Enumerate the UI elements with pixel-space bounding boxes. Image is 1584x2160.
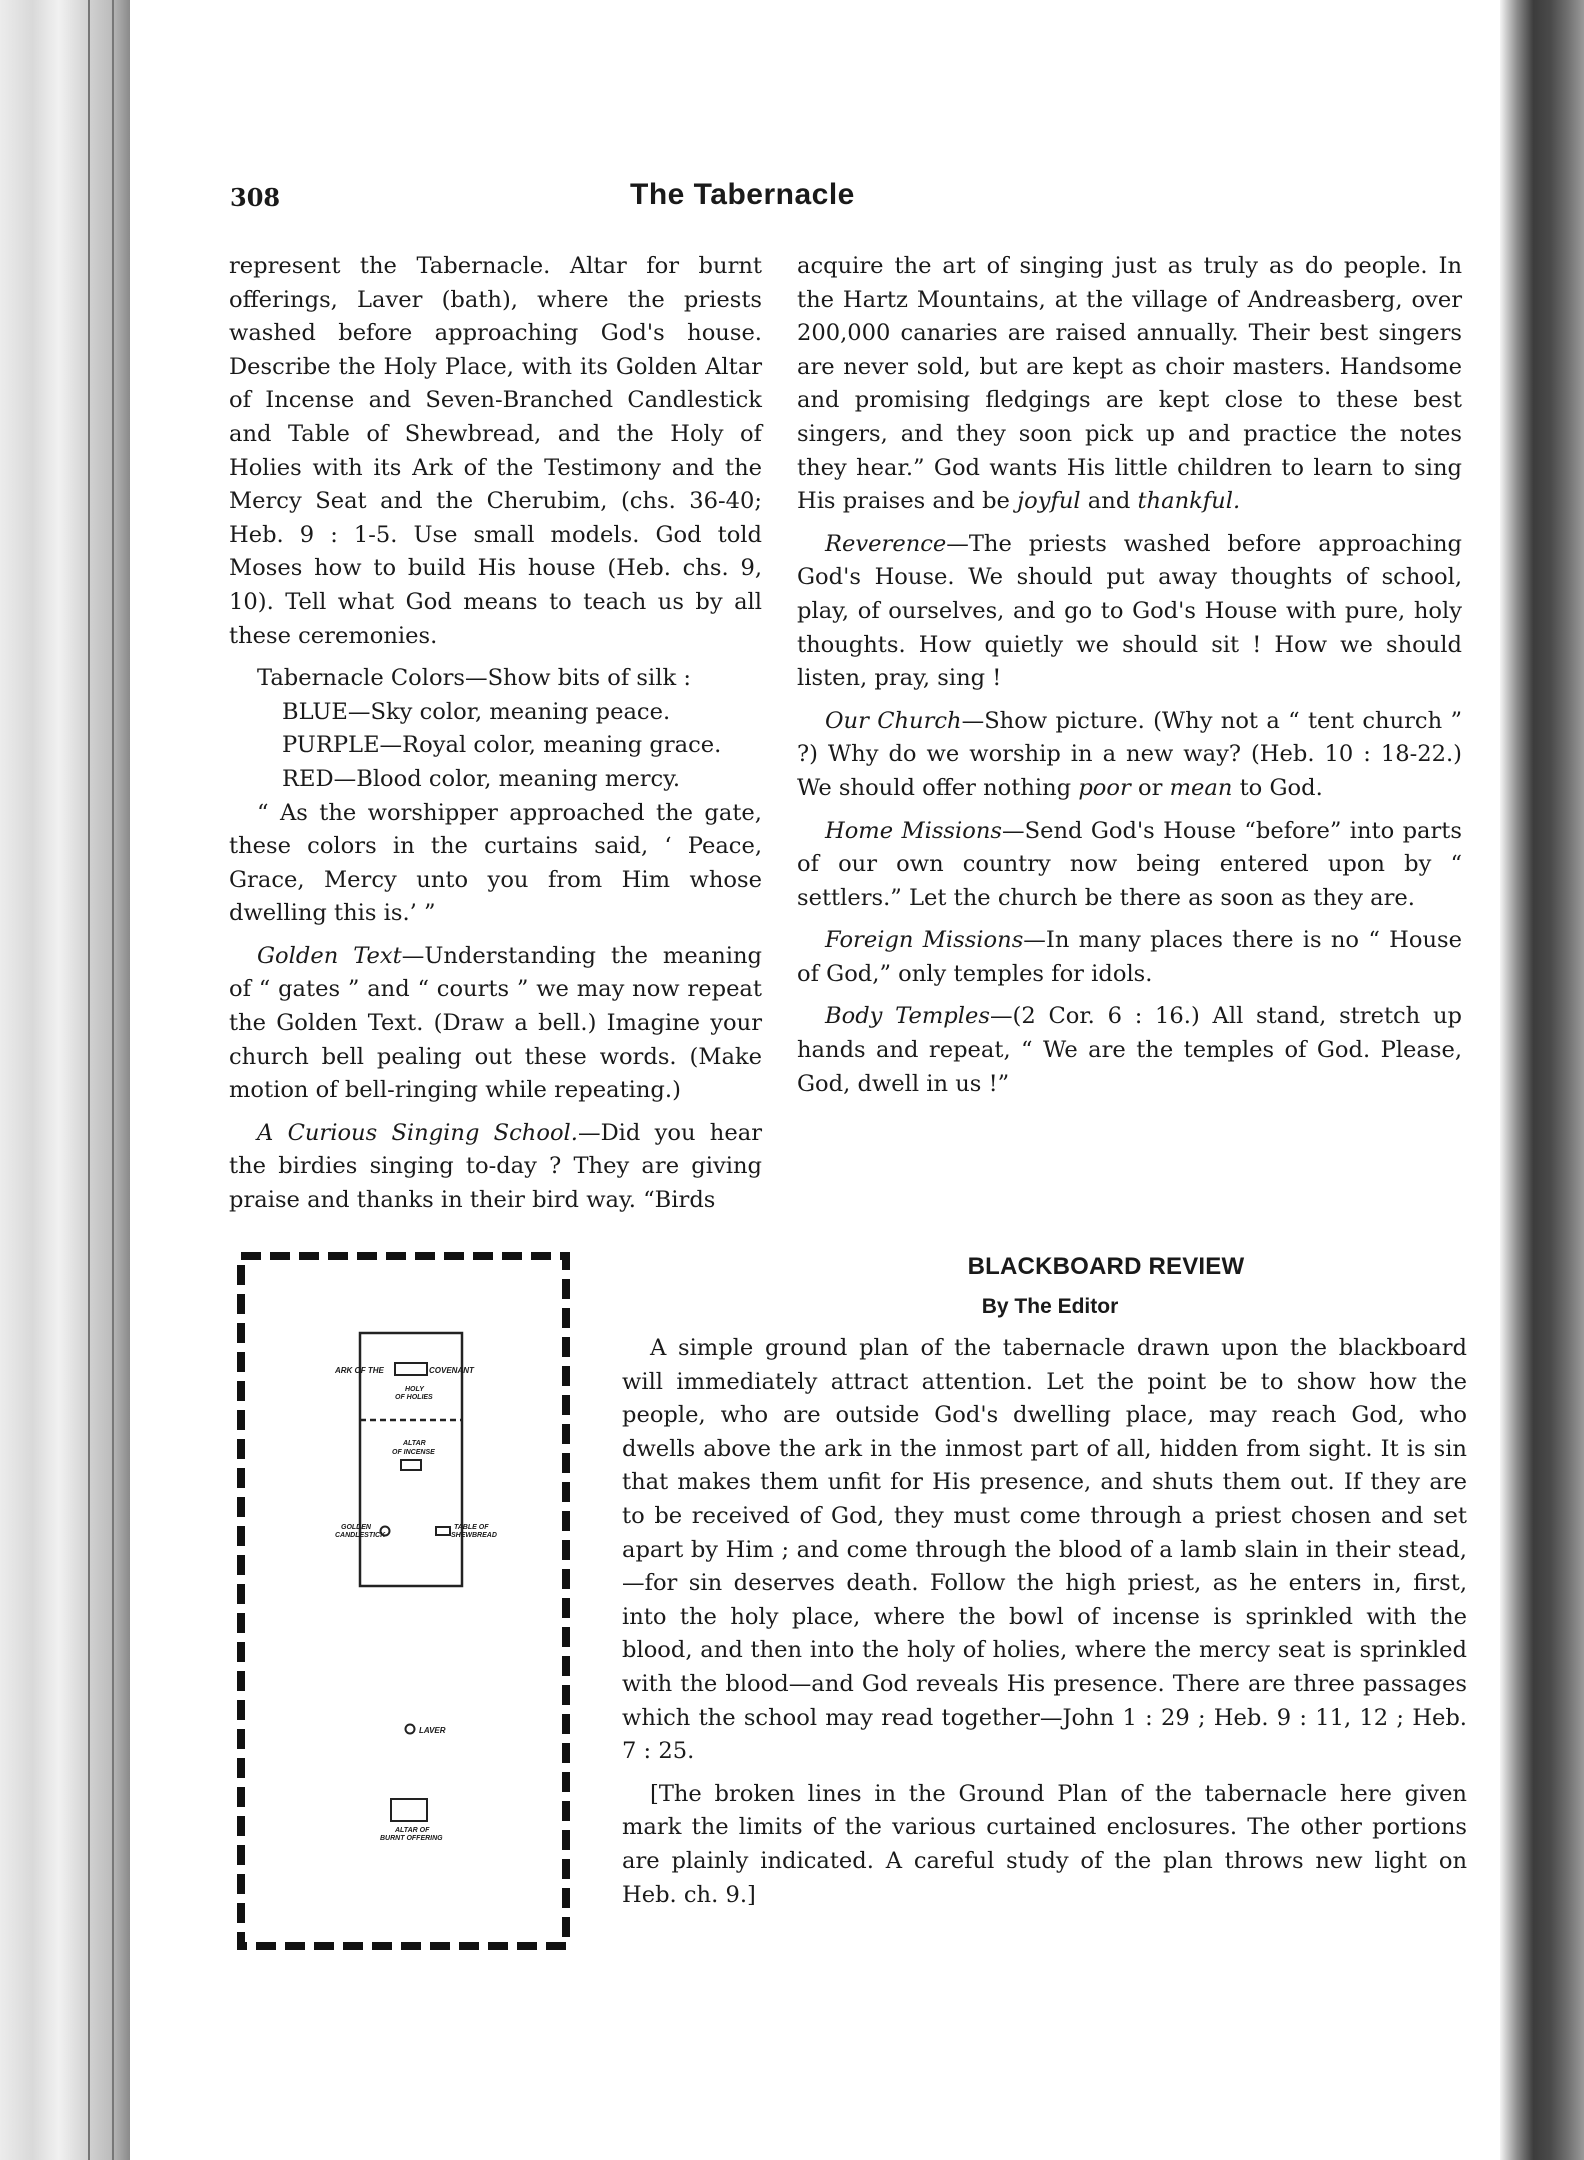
book-page [130, 0, 1500, 2160]
color-blue: BLUE—Sky color, meaning peace. [282, 698, 671, 725]
altar-incense-label-a: ALTAR [403, 1440, 426, 1447]
color-red: RED—Blood color, meaning mercy. [282, 765, 681, 792]
paragraph-worshipper: “ As the worshipper approached the gate, these colors in the curtains said, ‘ Peace, Grace, Mercy unto you from Him whose dwelling this is.’ ” [229, 799, 762, 927]
body-temples-body: —(2 Cor. 6 : 16.) All stand, stretch up hands and repeat, “ We are the temples of God. Please, God, dwell in us !” [797, 1003, 1462, 1097]
reverence-label: Reverence [825, 530, 947, 557]
our-church-end: to God. [1232, 774, 1323, 801]
golden-text-label: Golden Text [257, 942, 402, 969]
gutter-line [88, 0, 90, 2160]
laver-label: LAVER [419, 1726, 446, 1735]
holy-of-holies-label-a: HOLY [405, 1386, 424, 1393]
left-column [229, 250, 762, 1218]
page-number: 308 [230, 183, 281, 212]
paragraph-our-church [797, 705, 1462, 806]
laver-icon [406, 1725, 415, 1734]
ark-label-a: ARK OF THE [335, 1366, 384, 1375]
color-purple: PURPLE—Royal color, meaning grace. [282, 732, 722, 759]
paragraph-body-temples [797, 1000, 1462, 1101]
section-title: BLACKBOARD REVIEW [967, 1253, 1245, 1280]
right-column [797, 250, 1462, 1101]
birds-text: acquire the art of singing just as truly as do people. In the Hartz Mountains, at the village of Andreasberg, over 200,000 canaries are raised annually. Their best singers are never sold, but are kept as choir masters. Handsome and promising fledgings are kept close to these best singers, and they soon pick up and practice the notes they hear.” God wants His little children to learn to sing His praises and be [797, 253, 1462, 515]
court-boundary [241, 1256, 566, 1946]
altar-of-incense-icon [401, 1460, 421, 1470]
page-edge [1500, 0, 1584, 2160]
review-note: [The broken lines in the Ground Plan of the tabernacle here given mark the limits of the various curtained enclosures. The other portions are plainly indicated. A careful study of the plan throws new light on Heb. ch. 9.] [622, 1780, 1467, 1908]
joyful-word: joyful [1017, 488, 1081, 515]
singing-school-body: —Did you hear the birdies singing to-day ? They are giving praise and thanks in their bird way. “Birds [229, 1119, 762, 1214]
paragraph-reverence [797, 528, 1462, 696]
foreign-missions-label: Foreign Missions [825, 927, 1024, 954]
home-missions-label: Home Missions [825, 817, 1002, 844]
ark-label-b: COVENANT [429, 1366, 474, 1375]
tabernacle-ground-plan [235, 1250, 735, 1955]
paragraph-birds [797, 250, 1462, 519]
ark-of-covenant-icon [395, 1363, 427, 1375]
burnt-offering-label-b: BURNT OFFERING [380, 1835, 443, 1842]
colors-intro: Tabernacle Colors—Show bits of silk : [257, 665, 691, 692]
shewbread-label-a: TABLE OF [454, 1524, 489, 1531]
golden-text-body: —Understanding the meaning of “ gates ” and “ courts ” we may now repeat the Golden Text. (Draw a bell.) Imagine your church bell pealing out these words. (Make motion of bell-ringing while repeating.) [229, 942, 762, 1104]
holy-of-holies-label-b: OF HOLIES [395, 1394, 433, 1401]
mean-word: mean [1169, 774, 1233, 801]
and-word: and [1080, 488, 1138, 515]
reverence-body: —The priests washed before approaching God's House. We should put away thoughts of school, play, of ourselves, and go to God's House with pure, holy thoughts. How quietly we should sit ! How we should listen, pray, sing ! [797, 530, 1462, 692]
paragraph: represent the Tabernacle. Altar for burnt offerings, Laver (bath), where the priests washed before approaching God's house. Describe the Holy Place, with its Golden Altar of Incense and Seven-Branched Candlestick and Table of Shewbread, and the Holy of Holies with its Ark of the Testimony and the Mercy Seat and the Cherubim, (chs. 36-40; Heb. 9 : 1-5. Use small models. God told Moses how to build His house (Heb. chs. 9, 10). Tell what God means to teach us by all these ceremonies. [229, 253, 762, 649]
thankful-word: thankful. [1137, 488, 1241, 515]
review-body [622, 1332, 1467, 1912]
paragraph-home-missions [797, 815, 1462, 916]
candlestick-label-a: GOLDEN [341, 1524, 371, 1531]
candlestick-label-b: CANDLESTICK [335, 1532, 386, 1539]
or-word: or [1130, 774, 1170, 801]
gutter-line [112, 0, 114, 2160]
altar-of-burnt-offering-icon [391, 1799, 427, 1821]
paragraph-golden-text [229, 940, 762, 1108]
singing-school-label: A Curious Singing School. [257, 1119, 578, 1146]
foreign-missions-body: —In many places there is no “ House of God,” only temples for idols. [797, 927, 1462, 987]
paragraph-foreign-missions [797, 924, 1462, 991]
our-church-body: —Show picture. (Why not a “ tent church ” ?) Why do we worship in a new way? (Heb. 10 : 18-22.) We should offer nothing [797, 707, 1462, 801]
shewbread-label-b: SHEWBREAD [451, 1532, 497, 1539]
paragraph-singing-school [229, 1117, 762, 1218]
our-church-label: Our Church [825, 707, 962, 734]
byline: By The Editor [981, 1295, 1119, 1318]
running-head: The Tabernacle [630, 178, 855, 211]
colors-list [229, 696, 762, 797]
ground-plan-svg [235, 1250, 735, 1955]
table-of-shewbread-icon [436, 1527, 450, 1535]
burnt-offering-label-a: ALTAR OF [395, 1827, 430, 1834]
body-temples-label: Body Temples [825, 1003, 990, 1030]
home-missions-body: —Send God's House “before” into parts of our own country now being entered upon by “ settlers.” Let the church be there as soon as they are. [797, 817, 1462, 911]
review-paragraph: A simple ground plan of the tabernacle drawn upon the blackboard will immediately attract attention. Let the point be to show how the people, who are outside God's dwelling place, may reach God, who dwells above the ark in the inmost part of all, hidden from sight. It is sin that makes them unfit for His presence, and shuts them out. If they are to be received of God, they must come through a priest chosen and set apart by Him ; and come through the blood of a lamb slain in their stead,—for sin deserves death. Follow the high priest, as he enters in, first, into the holy place, where the bowl of incense is sprinkled with the blood, and then into the holy of holies, where the mercy seat is sprinkled with the blood—and God reveals His presence. There are three passages which the school may read together—John 1 : 29 ; Heb. 9 : 11, 12 ; Heb. 7 : 25. [622, 1335, 1467, 1765]
altar-incense-label-b: OF INCENSE [392, 1449, 435, 1456]
poor-word: poor [1078, 774, 1131, 801]
book-gutter [0, 0, 130, 2160]
